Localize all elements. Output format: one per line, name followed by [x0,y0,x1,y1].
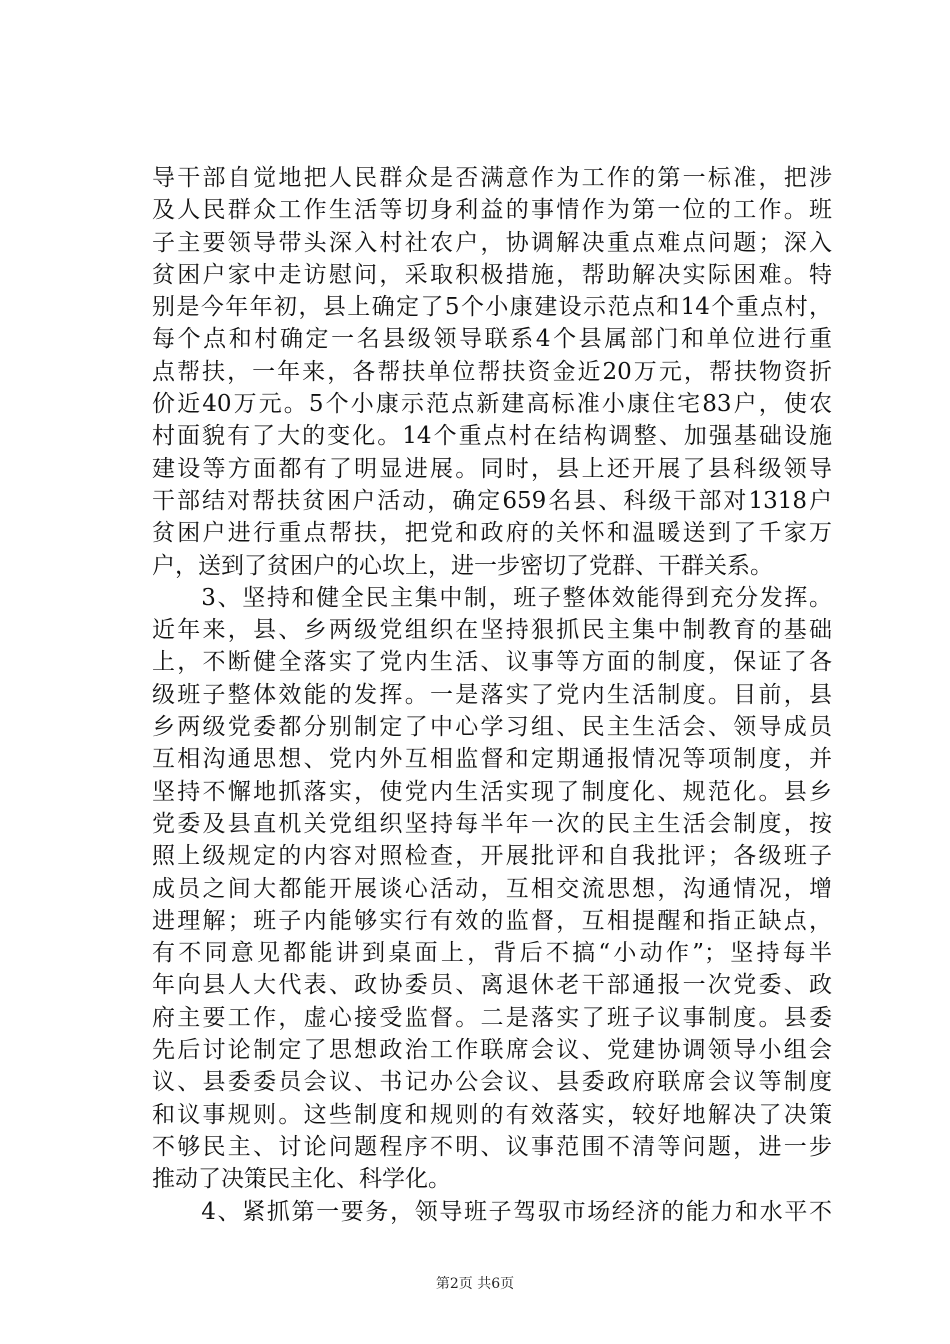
text-line: 坚持不懈地抓落实，使党内生活实现了制度化、规范化。县乡 [152,778,832,805]
text-line: 进理解；班子内能够实行有效的监督，互相提醒和指正缺点， [152,907,832,934]
text-line: 导干部自觉地把人民群众是否满意作为工作的第一标准，把涉 [152,165,832,191]
text-line: 不够民主、讨论问题程序不明、议事范围不清等问题，进一步 [152,1133,832,1160]
text-line: 3、坚持和健全民主集中制，班子整体效能得到充分发挥。 [152,584,832,611]
text-line: 议、县委委员会议、书记办公会议、县委政府联席会议等制度 [152,1069,832,1096]
text-line: 推动了决策民主化、科学化。 [152,1166,451,1193]
page-number-label: 第2页 共6页 [435,1276,515,1292]
text-line: 互相沟通思想、党内外互相监督和定期通报情况等项制度，并 [152,746,832,773]
text-line: 别是今年年初，县上确定了5个小康建设示范点和14个重点村， [152,294,832,321]
text-line: 和议事规则。这些制度和规则的有效落实，较好地解决了决策 [152,1101,832,1128]
text-line: 成员之间大都能开展谈心活动，互相交流思想，沟通情况，增 [152,875,832,902]
text-line: 村面貌有了大的变化。14个重点村在结构调整、加强基础设施 [152,423,832,450]
text-line: 4、紧抓第一要务，领导班子驾驭市场经济的能力和水平不 [152,1198,832,1225]
text-line: 建设等方面都有了明显进展。同时，县上还开展了县科级领导 [152,455,832,482]
text-line: 点帮扶，一年来，各帮扶单位帮扶资金近20万元，帮扶物资折 [152,358,832,385]
page-footer [0,1274,950,1294]
text-line: 子主要领导带头深入村社农户，协调解决重点难点问题；深入 [152,229,832,256]
text-line: 近年来，县、乡两级党组织在坚持狠抓民主集中制教育的基础 [152,617,832,644]
text-line: 价近40万元。5个小康示范点新建高标准小康住宅83户，使农 [152,391,832,418]
text-line: 贫困户进行重点帮扶，把党和政府的关怀和温暖送到了千家万 [152,520,832,547]
document-body [152,162,832,1228]
text-line: 上，不断健全落实了党内生活、议事等方面的制度，保证了各 [152,649,832,676]
text-line: 贫困户家中走访慰问，采取积极措施，帮助解决实际困难。特 [152,261,832,288]
text-line: 党委及县直机关党组织坚持每半年一次的民主生活会制度，按 [152,810,832,837]
text-line: 及人民群众工作生活等切身利益的事情作为第一位的工作。班 [152,197,832,224]
text-line: 先后讨论制定了思想政治工作联席会议、党建协调领导小组会 [152,1037,832,1064]
text-line: 乡两级党委都分别制定了中心学习组、民主生活会、领导成员 [152,714,832,741]
text-line: 府主要工作，虚心接受监督。二是落实了班子议事制度。县委 [152,1004,832,1031]
text-line: 每个点和村确定一名县级领导联系4个县属部门和单位进行重 [152,326,832,353]
text-line: 户，送到了贫困户的心坎上，进一步密切了党群、干群关系。 [152,552,773,579]
text-line: 照上级规定的内容对照检查，开展批评和自我批评；各级班子 [152,843,832,870]
text-line: 干部结对帮扶贫困户活动，确定659名县、科级干部对1318户 [152,487,832,514]
text-line: 有不同意见都能讲到桌面上，背后不搞“小动作”；坚持每半 [152,940,832,967]
text-line: 年向县人大代表、政协委员、离退休老干部通报一次党委、政 [152,972,832,999]
text-line: 级班子整体效能的发挥。一是落实了党内生活制度。目前，县 [152,681,832,708]
